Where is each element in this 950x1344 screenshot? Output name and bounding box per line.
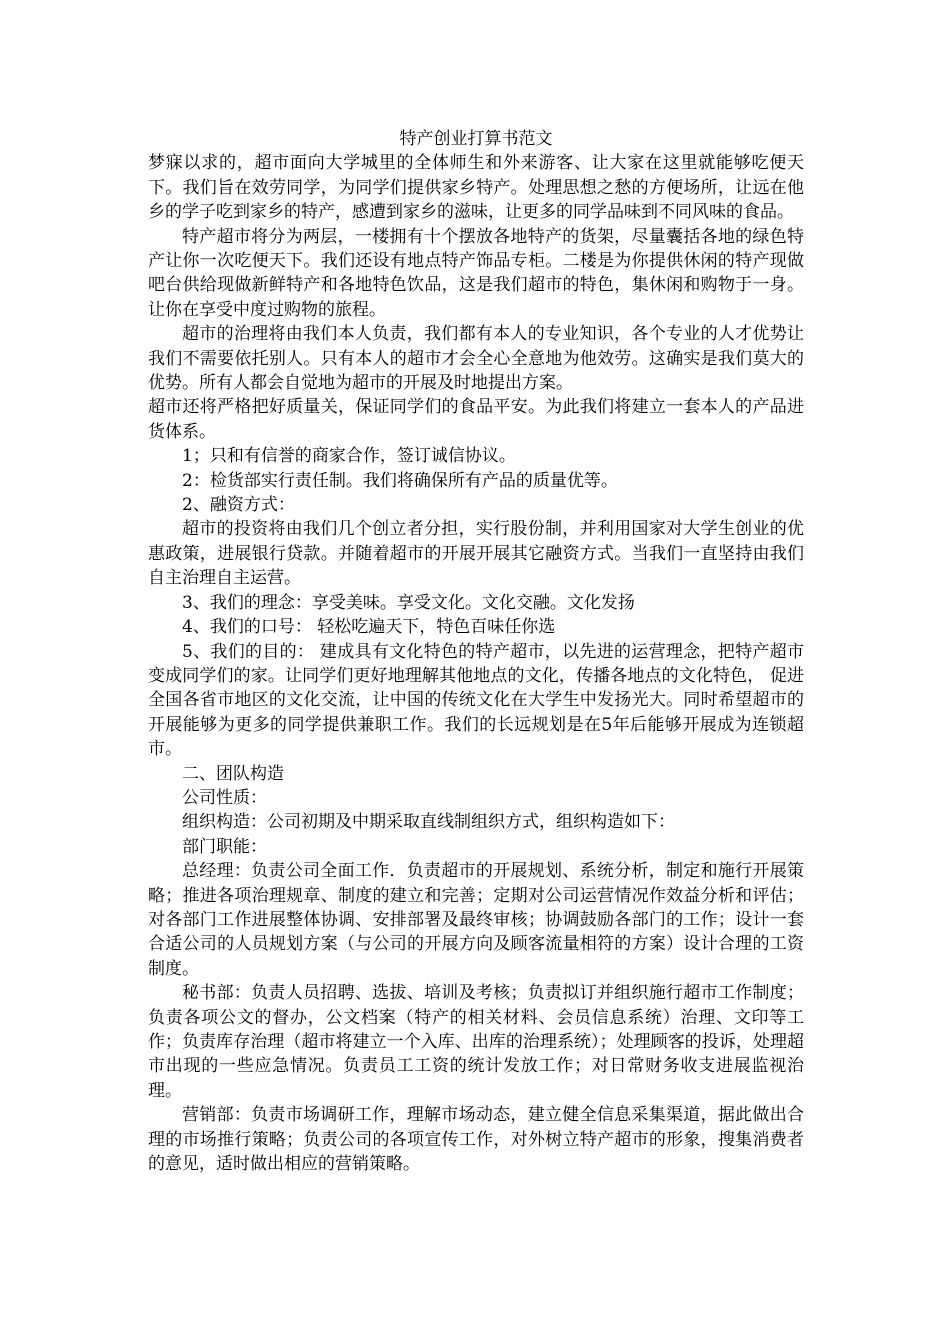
paragraph: 2、融资方式：	[182, 495, 295, 516]
paragraph: 超市的治理将由我们本人负责，我们都有本人的专业知识，各个专业的人才优势让我们不需要依托别人。只有本人的超市才会全心全意地为他效劳。这确实是我们莫大的优势。所有人都会自觉地为超市的开展及时地提出方案。	[148, 324, 804, 394]
paragraph: 二、团队构造	[182, 763, 284, 784]
paragraph: 超市的投资将由我们几个创立者分担，实行股份制，并利用国家对大学生创业的优惠政策，进展银行贷款。并随着超市的开展开展其它融资方式。当我们一直坚持由我们自主治理自主运营。	[148, 519, 804, 589]
paragraph: 2：检货部实行责任制。我们将确保所有产品的质量优等。	[182, 470, 618, 491]
paragraph: 公司性质：	[182, 787, 267, 808]
paragraph: 组织构造：公司初期及中期采取直线制组织方式，组织构造如下：	[182, 812, 675, 833]
paragraph: 4、我们的口号： 轻松吃遍天下，特色百味任你选	[182, 617, 556, 638]
paragraph: 营销部：负责市场调研工作，理解市场动态，建立健全信息采集渠道，据此做出合理的市场推行策略；负责公司的各项宣传工作，对外树立特产超市的形象，搜集消费者的意见，适时做出相应的营销策略。	[148, 1105, 804, 1175]
paragraph: 总经理：负责公司全面工作．负责超市的开展规划、系统分析，制定和施行开展策略；推进各项治理规章、制度的建立和完善；定期对公司运营情况作效益分析和评估；对各部门工作进展整体协调、安排部署及最终审核；协调鼓励各部门的工作；设计一套合适公司的人员规划方案（与公司的开展方向及顾客流量相符的方案）设计合理的工资制度。	[148, 861, 804, 979]
paragraph: 特产超市将分为两层，一楼拥有十个摆放各地特产的货架，尽量囊括各地的绿色特产让你一次吃便天下。我们还设有地点特产饰品专柜。二楼是为你提供休闲的特产现做吧台供给现做新鲜特产和各地特色饮品，这是我们超市的特色，集休闲和购物于一身。让你在享受中度过购物的旅程。	[148, 226, 804, 320]
paragraph: 超市还将严格把好质量关，保证同学们的食品平安。为此我们将建立一套本人的产品进货体系。	[148, 397, 804, 442]
paragraph: 3、我们的理念：享受美味。享受文化。文化交融。文化发扬	[182, 592, 635, 613]
document-body	[148, 127, 804, 1176]
paragraph-list	[148, 151, 804, 1176]
paragraph: 梦寐以求的，超市面向大学城里的全体师生和外来游客、让大家在这里就能够吃便天下。我们旨在效劳同学，为同学们提供家乡特产。处理思想之愁的方便场所，让远在他乡的学子吃到家乡的特产，感遭到家乡的滋味，让更多的同学品味到不同风味的食品。	[148, 153, 804, 223]
paragraph: 1；只和有信誉的商家合作，签订诚信协议。	[182, 446, 516, 467]
paragraph: 秘书部：负责人员招聘、选拔、培训及考核；负责拟订并组织施行超市工作制度；负责各项公文的督办，公文档案（特产的相关材料、会员信息系统）治理、文印等工作；负责库存治理（超市将建立一个入库、出库的治理系统）；处理顾客的投诉，处理超市出现的一些应急情况。负责员工工资的统计发放工作；对日常财务收支进展监视治理。	[148, 983, 804, 1101]
paragraph: 部门职能：	[182, 836, 267, 857]
paragraph: 5、我们的目的： 建成具有文化特色的特产超市，以先进的运营理念，把特产超市变成同学们的家。让同学们更好地理解其他地点的文化，传播各地点的文化特色， 促进全国各省市地区的文化交流，让中国的传统文化在大学生中发扬光大。同时希望超市的开展能够为更多的同学提供兼职工作。我们的长远规划是在5年后能够开展成为连锁超市。	[148, 641, 804, 760]
document-title: 特产创业打算书范文	[399, 129, 553, 149]
